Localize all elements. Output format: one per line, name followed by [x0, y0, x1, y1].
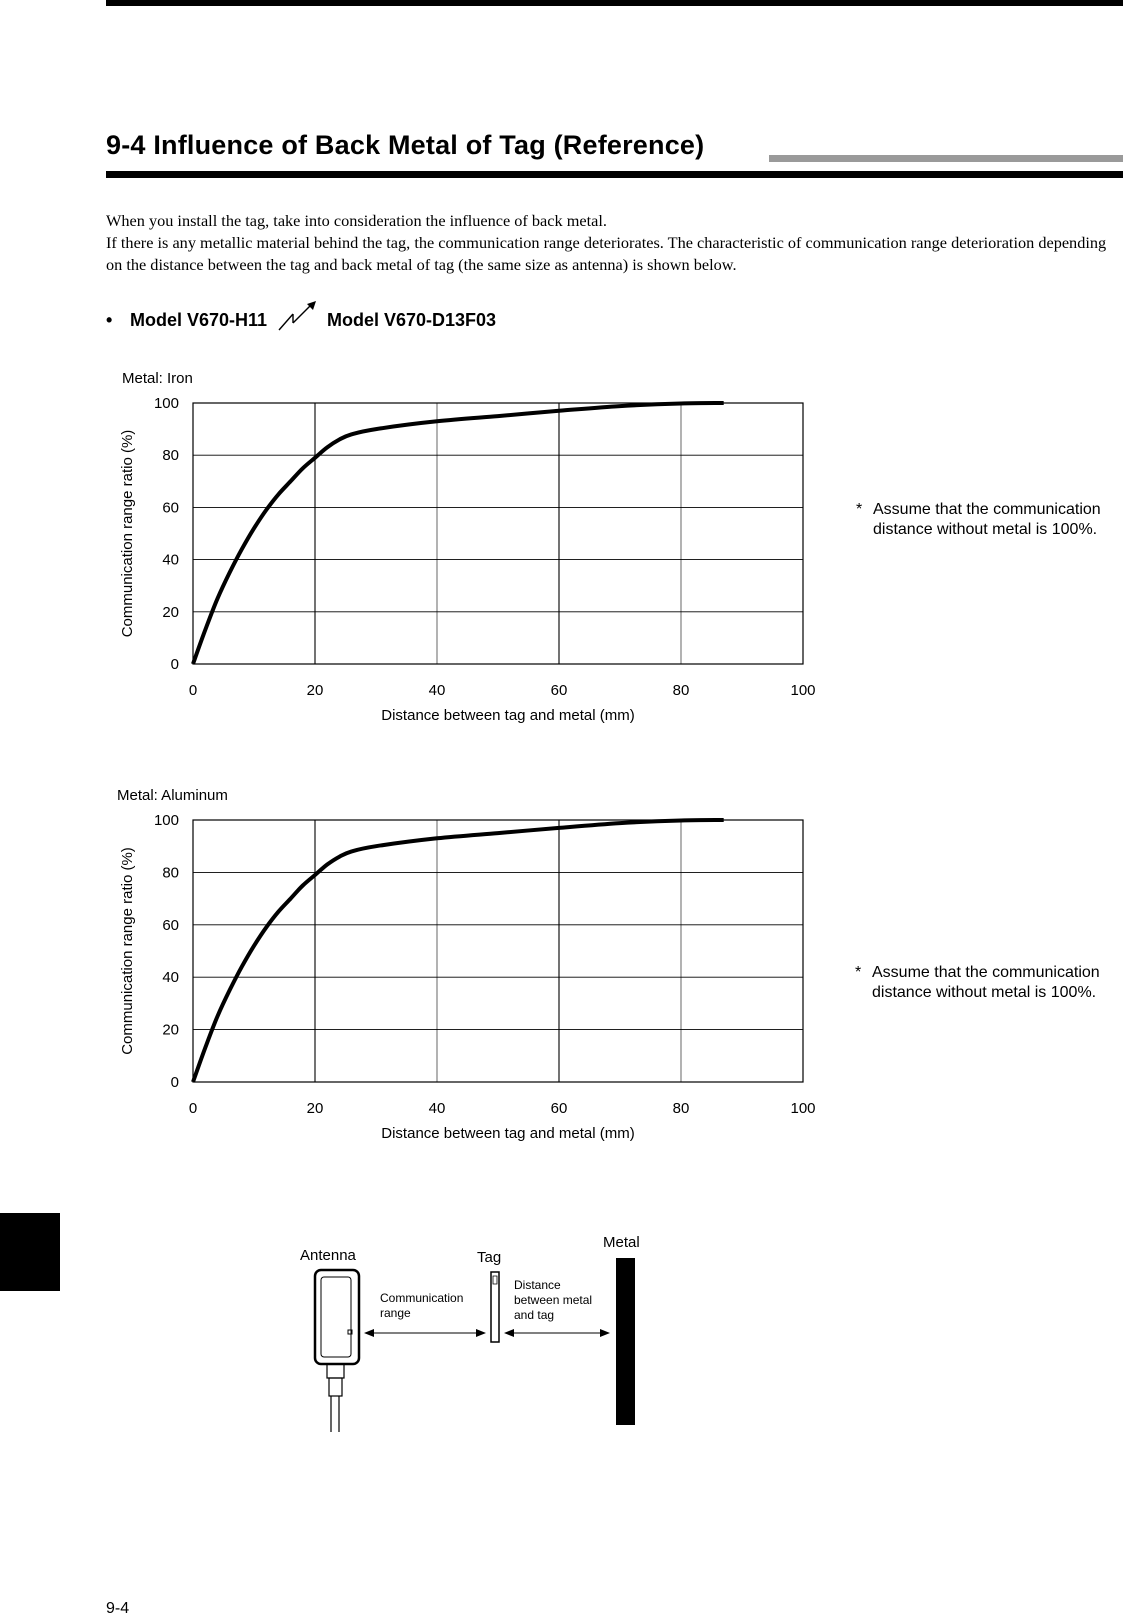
title-gray-bar — [769, 155, 1123, 162]
y-tick-labels — [154, 812, 179, 1091]
note-text: Assume that the communication distance without metal is 100%. — [873, 501, 1101, 538]
note-star: * — [855, 964, 862, 981]
intro-line-1: When you install the tag, take into consideration the influence of back metal. — [106, 211, 607, 230]
note-star: * — [856, 501, 863, 518]
bullet: • — [106, 310, 113, 330]
chart-title: Metal: Iron — [122, 370, 193, 387]
intro-line-2: If there is any metallic material behind the tag, the communication range deteriorates. The characteristic of communication range deterioration depending on the distance between the tag and back metal of tag (the same size as antenna) is shown below. — [106, 233, 1107, 274]
x-tick-label-80: 80 — [672, 1100, 690, 1117]
x-tick-labels — [189, 1100, 816, 1117]
x-tick-label-20: 20 — [306, 1100, 324, 1117]
antenna-label: Antenna — [300, 1247, 356, 1264]
y-tick-labels — [154, 395, 179, 673]
tag-label: Tag — [477, 1249, 502, 1266]
x-tick-label-100: 100 — [790, 682, 816, 699]
x-tick-label-20: 20 — [306, 682, 324, 699]
x-tick-label-60: 60 — [550, 1100, 568, 1117]
y-tick-label-40: 40 — [162, 551, 179, 569]
distance-label-line3: and tag — [514, 1308, 555, 1322]
communication-link-icon — [278, 301, 318, 331]
antenna-illustration — [315, 1270, 359, 1432]
y-tick-label-20: 20 — [162, 1021, 179, 1039]
intro-text — [106, 210, 1120, 276]
top-rule — [106, 0, 1123, 6]
distance-label-line2: between metal — [514, 1293, 593, 1307]
y-tick-label-40: 40 — [162, 969, 179, 987]
series-line-aluminum — [193, 820, 724, 1082]
x-tick-label-100: 100 — [790, 1100, 816, 1117]
note-text: Assume that the communication distance without metal is 100%. — [872, 964, 1100, 1001]
comm-range-label-line1: Communication — [380, 1291, 464, 1305]
y-tick-label-0: 0 — [170, 1074, 179, 1091]
chart-note-iron — [856, 500, 1123, 540]
y-tick-label-100: 100 — [153, 395, 179, 412]
x-axis-label: Distance between tag and metal (mm) — [381, 1125, 635, 1142]
y-axis-label: Communication range ratio (%) — [119, 847, 136, 1055]
x-tick-label-0: 0 — [188, 1100, 198, 1117]
title-underline — [106, 171, 1123, 178]
y-tick-label-60: 60 — [162, 916, 179, 934]
chart-grid — [193, 403, 803, 664]
y-tick-label-80: 80 — [162, 447, 179, 465]
y-tick-label-20: 20 — [162, 603, 179, 621]
model-line — [106, 310, 497, 331]
model-b-label: Model V670-D13F03 — [327, 310, 497, 330]
chart-iron — [0, 360, 1123, 740]
chart-title: Metal: Aluminum — [117, 787, 228, 804]
x-tick-label-0: 0 — [188, 682, 198, 699]
x-tick-label-40: 40 — [428, 682, 446, 699]
tag-illustration — [491, 1272, 499, 1342]
distance-arrow — [504, 1329, 610, 1337]
x-tick-label-40: 40 — [428, 1100, 446, 1117]
metal-plate — [616, 1258, 635, 1425]
distance-label-line1: Distance — [514, 1278, 561, 1292]
measurement-diagram — [280, 1225, 680, 1435]
y-tick-label-60: 60 — [162, 499, 179, 517]
x-tick-label-60: 60 — [550, 682, 568, 699]
comm-range-arrow — [364, 1329, 486, 1337]
x-tick-label-80: 80 — [672, 682, 690, 699]
chart-grid — [193, 820, 803, 1082]
plot-frame — [193, 403, 803, 664]
y-tick-label-80: 80 — [162, 864, 179, 882]
series-line-iron — [193, 403, 724, 664]
comm-range-label-line2: range — [380, 1306, 411, 1320]
y-tick-label-100: 100 — [153, 812, 179, 829]
x-axis-label: Distance between tag and metal (mm) — [381, 707, 635, 724]
model-a-label: Model V670-H11 — [130, 310, 268, 330]
page-number: 9-4 — [106, 1600, 130, 1617]
section-title: 9-4 Influence of Back Metal of Tag (Reference) — [106, 130, 705, 160]
chart-note-aluminum — [855, 963, 1123, 1003]
chapter-side-tab — [0, 1213, 60, 1291]
plot-frame — [193, 820, 803, 1082]
x-tick-labels — [189, 682, 816, 699]
y-tick-label-0: 0 — [170, 656, 179, 673]
metal-label: Metal — [603, 1234, 640, 1251]
y-axis-label: Communication range ratio (%) — [119, 429, 136, 638]
